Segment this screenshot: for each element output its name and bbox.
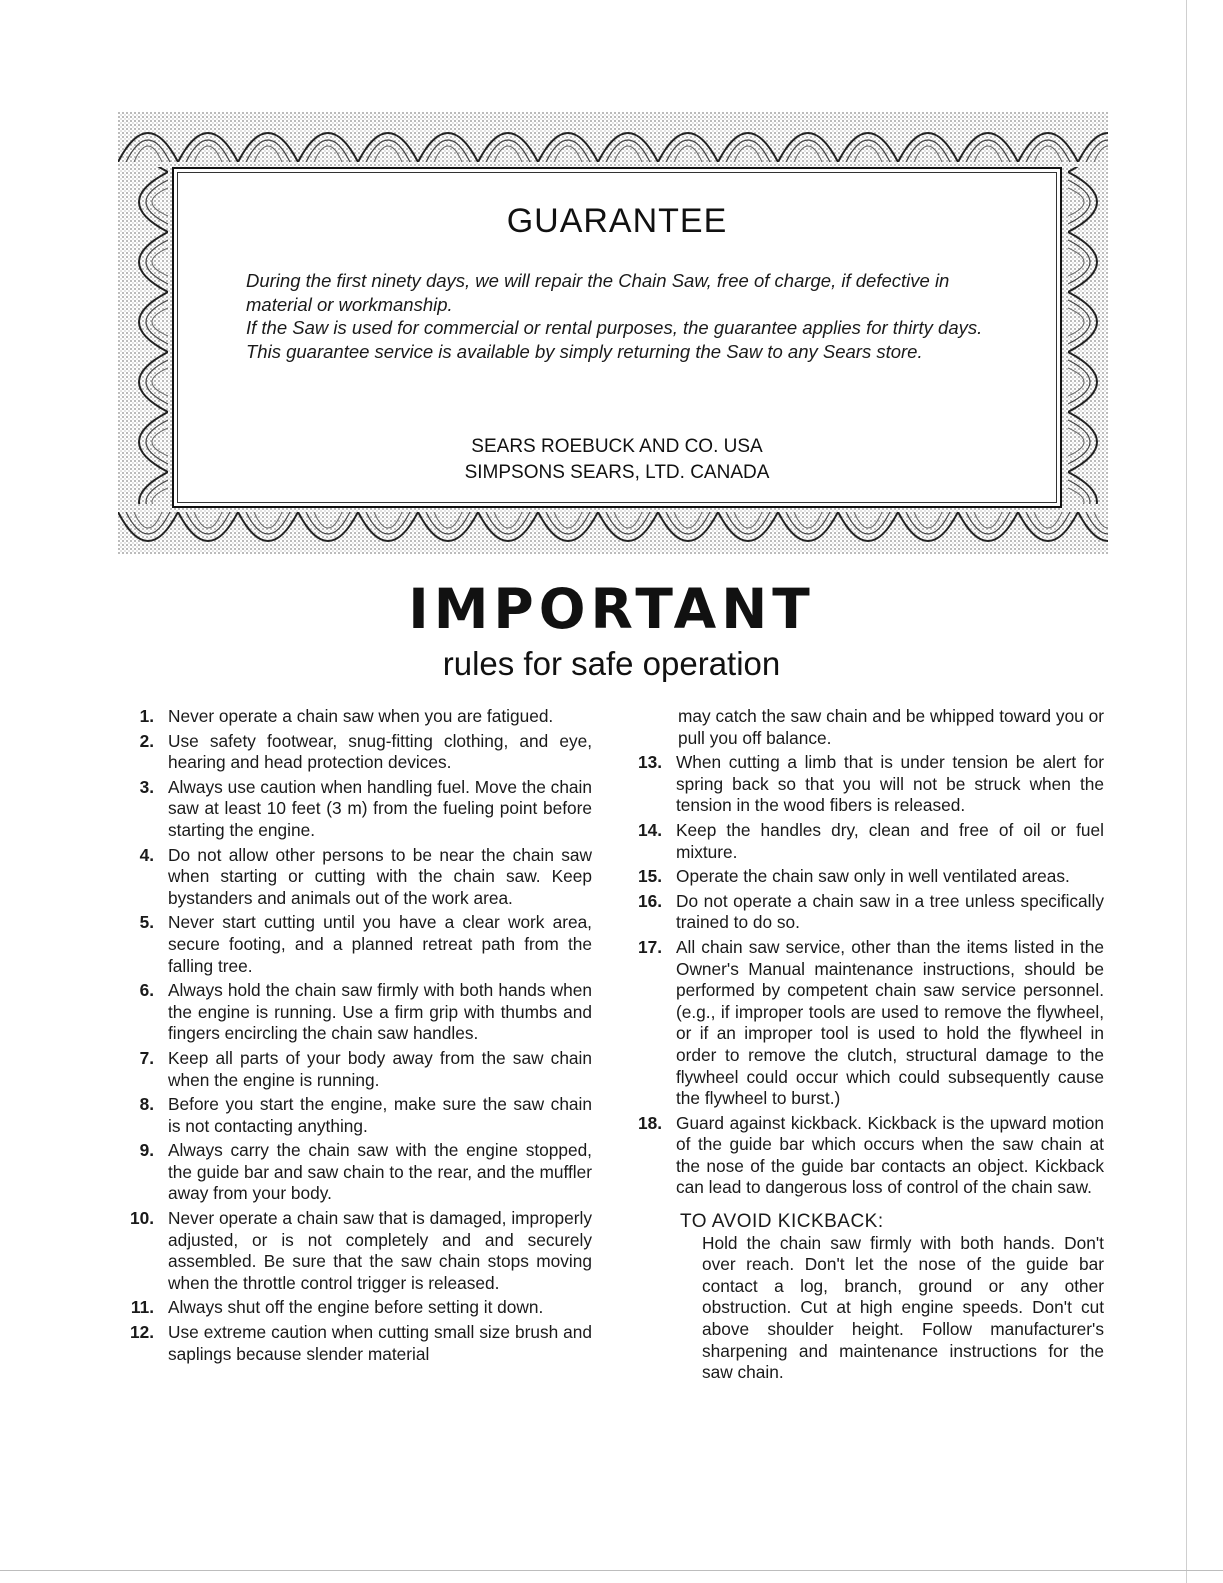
company-usa: SEARS ROEBUCK AND CO. USA bbox=[471, 436, 763, 457]
rule-item bbox=[120, 1322, 592, 1365]
rule-item bbox=[120, 1048, 592, 1091]
rule-text: Guard against kickback. Kickback is the upward motion of the guide bar which occurs when the saw chain at the nose of the guide bar contacts an object. Kickback can lead to dangerous loss of control of the chain saw. bbox=[676, 1112, 1104, 1198]
rule-number: 17. bbox=[637, 936, 662, 957]
rule-text: Keep the handles dry, clean and free of oil or fuel mixture. bbox=[676, 819, 1104, 862]
rule-number: 16. bbox=[637, 890, 662, 911]
rule-text: Use extreme caution when cutting small size brush and saplings because slender material bbox=[168, 1322, 592, 1364]
rules-right-column bbox=[628, 706, 1104, 1384]
rule-item bbox=[120, 980, 592, 1045]
rule-number: 18. bbox=[637, 1112, 662, 1133]
rule-number: 2. bbox=[139, 730, 154, 751]
rule-item bbox=[628, 891, 1104, 934]
guarantee-panel bbox=[172, 167, 1062, 508]
rule-number: 4. bbox=[139, 844, 154, 865]
rule-text: All chain saw service, other than the items listed in the Owner's Manual maintenance instructions, should be performed by competent chain saw service personnel. (e.g., if improper tools are used to remove the flywheel, or if an improper tool is used to hold the flywheel in order to remove the clutch, structural damage to the flywheel could occur which could subsequently cause the flywheel to burst.) bbox=[676, 936, 1104, 1109]
rule-item bbox=[120, 1140, 592, 1205]
page-bottom-line bbox=[0, 1570, 1223, 1571]
rule-item bbox=[628, 937, 1104, 1110]
important-heading: IMPORTANT bbox=[408, 577, 815, 641]
rule-text: Always hold the chain saw firmly with both hands when the engine is running. Use a firm grip with thumbs and fingers encircling the chain saw handles. bbox=[168, 980, 592, 1044]
rule-text: Always carry the chain saw with the engine stopped, the guide bar and saw chain to the rear, and the muffler away from your body. bbox=[168, 1140, 592, 1204]
rule-number: 14. bbox=[637, 819, 662, 840]
kickback-heading: TO AVOID KICKBACK: bbox=[680, 1211, 884, 1233]
rule-text: Do not operate a chain saw in a tree unless specifically trained to do so. bbox=[676, 890, 1104, 933]
rule-item bbox=[120, 731, 592, 774]
rule-item bbox=[628, 820, 1104, 863]
safe-operation-subheading: rules for safe operation bbox=[442, 645, 781, 682]
rule-number: 6. bbox=[139, 980, 154, 1001]
kickback-instructions: Hold the chain saw firmly with both hands. Don't over reach. Don't let the nose of the guide bar contact a log, branch, ground or any other obstruction. Cut at high engine speeds. Don't cut above shoulder height. Follow manufacturer's sharpening and maintenance instructions for the saw chain. bbox=[702, 1232, 1104, 1383]
company-canada: SIMPSONS SEARS, LTD. CANADA bbox=[464, 462, 770, 483]
rule-number: 13. bbox=[637, 752, 662, 773]
rule-text: Always shut off the engine before setting it down. bbox=[168, 1297, 544, 1318]
guarantee-certificate bbox=[118, 112, 1108, 554]
rule-item bbox=[120, 777, 592, 842]
rule-item bbox=[628, 866, 1104, 888]
rule-item bbox=[120, 912, 592, 977]
rule-number: 12. bbox=[129, 1322, 154, 1343]
rule-text: Always use caution when handling fuel. Move the chain saw at least 10 feet (3 m) from the fueling point before starting the engine. bbox=[168, 776, 592, 840]
rule-text: Never operate a chain saw when you are fatigued. bbox=[168, 706, 554, 726]
rule-number: 3. bbox=[139, 776, 154, 797]
guarantee-text bbox=[246, 269, 1016, 364]
rule-number: 15. bbox=[637, 866, 662, 887]
rule-item bbox=[120, 1208, 592, 1294]
guarantee-title: GUARANTEE bbox=[506, 202, 728, 240]
rule-text: Use safety footwear, snug-fitting clothing, and eye, hearing and head protection devices. bbox=[168, 730, 592, 773]
rule-number: 9. bbox=[139, 1140, 154, 1161]
rule-number: 10. bbox=[129, 1208, 154, 1229]
rule-number: 5. bbox=[139, 912, 154, 933]
rule-number: 8. bbox=[139, 1094, 154, 1115]
guarantee-paragraph: This guarantee service is available by simply returning the Saw to any Sears store. bbox=[246, 341, 923, 363]
rule-text: Do not allow other persons to be near the chain saw when starting or cutting with the chain saw. Keep bystanders and animals out of the work area. bbox=[168, 844, 592, 908]
rule-text: Never start cutting until you have a clear work area, secure footing, and a planned retreat path from the falling tree. bbox=[168, 912, 592, 976]
rule-item bbox=[628, 752, 1104, 817]
rule-number: 1. bbox=[139, 706, 154, 726]
rule-12-continuation: may catch the saw chain and be whipped toward you or pull you off balance. bbox=[678, 706, 1104, 748]
rule-text: Keep all parts of your body away from the saw chain when the engine is running. bbox=[168, 1047, 592, 1090]
rule-text: Never operate a chain saw that is damaged, improperly adjusted, or is not completely and and securely assembled. Be sure that the saw chain stops moving when the throttle control trigger is released. bbox=[168, 1208, 592, 1293]
rule-item bbox=[120, 706, 592, 728]
guarantee-paragraph: If the Saw is used for commercial or rental purposes, the guarantee applies for thirty days. bbox=[246, 317, 983, 339]
rule-number: 7. bbox=[139, 1047, 154, 1068]
rule-item bbox=[628, 1113, 1104, 1199]
guarantee-paragraph: During the first ninety days, we will repair the Chain Saw, free of charge, if defective in material or workmanship. bbox=[246, 270, 950, 315]
rule-item bbox=[120, 1297, 592, 1319]
rule-number: 11. bbox=[130, 1297, 154, 1318]
rule-item bbox=[120, 1094, 592, 1137]
rule-text: Before you start the engine, make sure the saw chain is not contacting anything. bbox=[168, 1094, 592, 1136]
rule-item bbox=[120, 845, 592, 910]
rule-text: Operate the chain saw only in well ventilated areas. bbox=[676, 866, 1070, 887]
page-edge-line bbox=[1186, 0, 1187, 1583]
guarantee-companies bbox=[174, 434, 1060, 486]
rule-text: When cutting a limb that is under tension be alert for spring back so that you will not be struck when the tension in the wood fibers is released. bbox=[676, 752, 1104, 816]
rules-left-column bbox=[120, 706, 592, 1368]
